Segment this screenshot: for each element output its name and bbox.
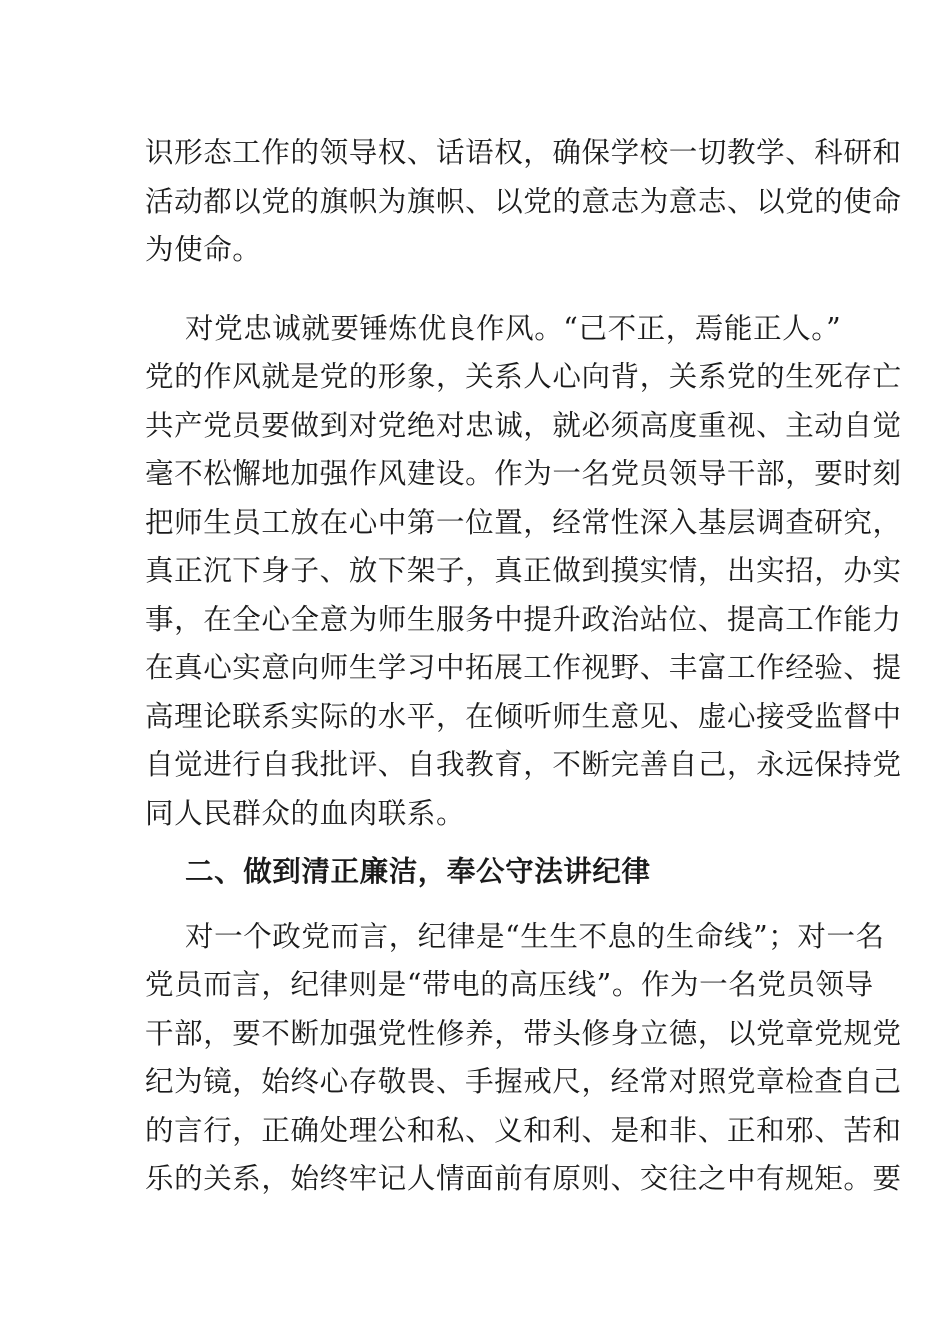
paragraph-line: 纪为镜，始终心存敬畏、手握戒尺，经常对照党章检查自己 — [145, 1065, 902, 1098]
section-heading: 二、做到清正廉洁，奉公守法讲纪律 — [185, 855, 651, 888]
paragraph-line: 高理论联系实际的水平，在倾听师生意见、虚心接受监督中 — [145, 700, 902, 733]
paragraph-line: 对党忠诚就要锤炼优良作风。“己不正，焉能正人。” — [185, 312, 842, 345]
paragraph-line: 把师生员工放在心中第一位置，经常性深入基层调查研究， — [145, 506, 902, 539]
paragraph-line: 在真心实意向师生学习中拓展工作视野、丰富工作经验、提 — [145, 651, 902, 684]
paragraph-line: 事，在全心全意为师生服务中提升政治站位、提高工作能力 — [145, 603, 902, 636]
paragraph-line: 毫不松懈地加强作风建设。作为一名党员领导干部，要时刻 — [145, 457, 902, 490]
paragraph-line: 党员而言，纪律则是“带电的高压线”。作为一名党员领导 — [145, 968, 874, 1001]
paragraph-line: 识形态工作的领导权、话语权，确保学校一切教学、科研和 — [145, 136, 902, 169]
paragraph-line: 共产党员要做到对党绝对忠诚，就必须高度重视、主动自觉 — [145, 409, 902, 442]
paragraph-line: 干部，要不断加强党性修养，带头修身立德，以党章党规党 — [145, 1017, 902, 1050]
paragraph-line: 活动都以党的旗帜为旗帜、以党的意志为意志、以党的使命 — [145, 185, 902, 218]
paragraph-line: 同人民群众的血肉联系。 — [145, 797, 466, 830]
paragraph-line: 自觉进行自我批评、自我教育，不断完善自己，永远保持党 — [145, 748, 902, 781]
paragraph-line: 真正沉下身子、放下架子，真正做到摸实情，出实招，办实 — [145, 554, 902, 587]
paragraph-line: 的言行，正确处理公和私、义和利、是和非、正和邪、苦和 — [145, 1114, 902, 1147]
paragraph-line: 对一个政党而言，纪律是“生生不息的生命线”；对一名 — [185, 920, 885, 953]
paragraph-line: 为使命。 — [145, 233, 262, 266]
paragraph-line: 乐的关系，始终牢记人情面前有原则、交往之中有规矩。要 — [145, 1162, 902, 1195]
paragraph-line: 党的作风就是党的形象，关系人心向背，关系党的生死存亡 — [145, 360, 902, 393]
